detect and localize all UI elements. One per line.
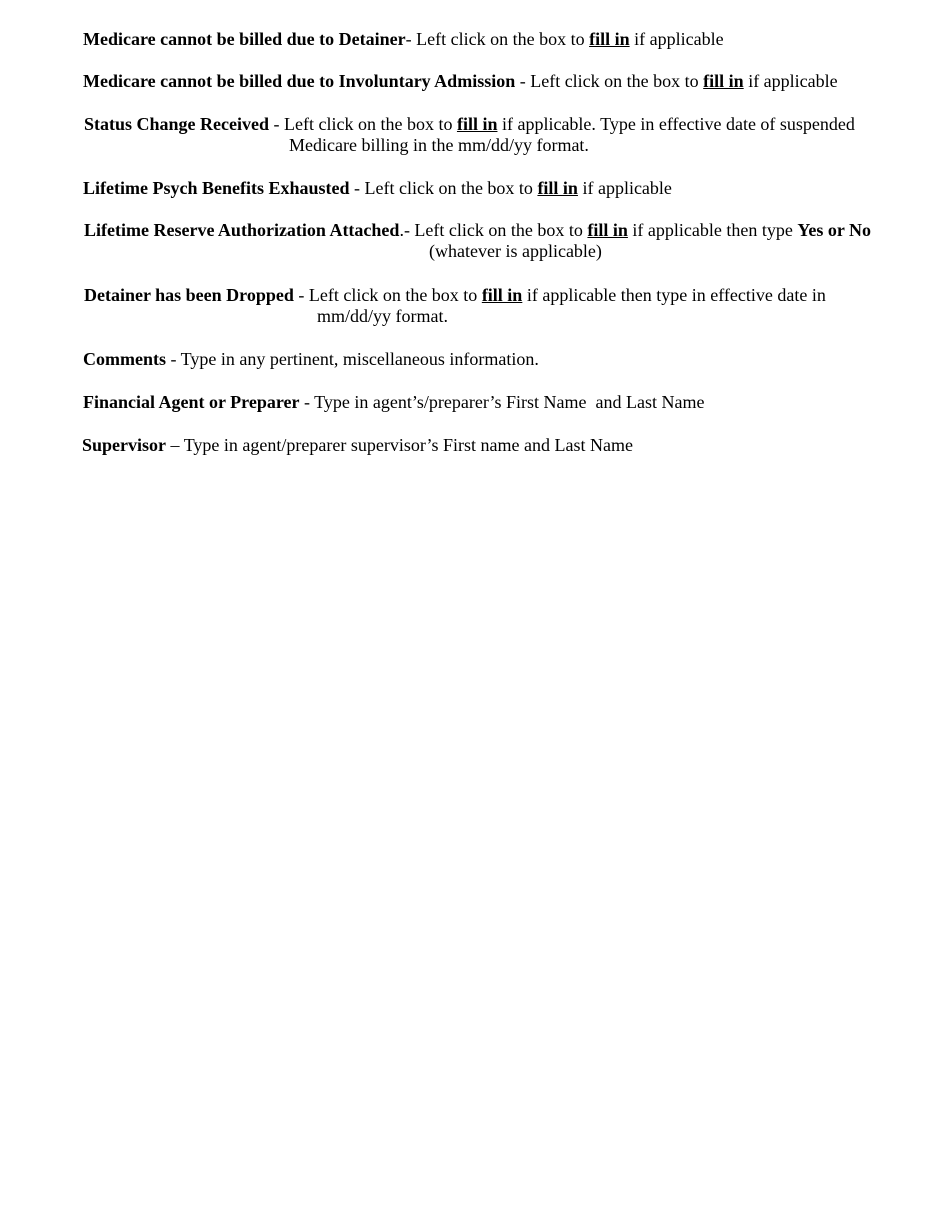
entry-status-change bbox=[84, 114, 855, 156]
entry-term: Lifetime Psych Benefits Exhausted bbox=[83, 178, 350, 198]
fill-in-emphasis: fill in bbox=[587, 220, 628, 240]
entry-desc: if applicable bbox=[577, 178, 672, 198]
entry-term: Detainer has been Dropped bbox=[84, 285, 294, 305]
entry-desc-continuation: mm/dd/yy format. bbox=[317, 306, 448, 326]
entry-term: Status Change Received bbox=[84, 114, 269, 134]
entry-desc-continuation: (whatever is applicable) bbox=[429, 241, 602, 261]
entry-financial-agent bbox=[83, 392, 704, 413]
entry-desc-continuation: Medicare billing in the mm/dd/yy format. bbox=[289, 135, 589, 155]
entry-desc: - Left click on the box to bbox=[515, 71, 704, 91]
fill-in-emphasis: fill in bbox=[589, 29, 630, 49]
entry-detainer-dropped bbox=[84, 285, 826, 327]
entry-desc: - Left click on the box to bbox=[269, 114, 457, 134]
entry-desc: - Type in any pertinent, miscellaneous information. bbox=[166, 349, 539, 369]
entry-medicare-detainer bbox=[83, 29, 724, 50]
fill-in-emphasis: fill in bbox=[456, 114, 498, 134]
entry-desc: if applicable bbox=[629, 29, 724, 49]
entry-supervisor bbox=[82, 435, 633, 456]
entry-desc: if applicable. Type in effective date of suspended bbox=[497, 114, 855, 134]
entry-term: Financial Agent or Preparer bbox=[83, 392, 300, 412]
entry-desc: if applicable bbox=[743, 71, 838, 91]
entry-term: Medicare cannot be billed due to Detainer bbox=[83, 29, 406, 49]
entry-medicare-involuntary bbox=[83, 71, 838, 92]
entry-term: Comments bbox=[83, 349, 166, 369]
entry-lifetime-psych bbox=[83, 178, 672, 199]
fill-in-emphasis: fill in bbox=[481, 285, 523, 305]
entry-desc: - Left click on the box to bbox=[293, 285, 482, 305]
entry-desc: if applicable then type bbox=[627, 220, 798, 240]
entry-desc: - Left click on the box to bbox=[405, 29, 590, 49]
entry-comments bbox=[83, 349, 539, 370]
fill-in-emphasis: fill in bbox=[537, 178, 578, 198]
fill-in-emphasis: fill in bbox=[703, 71, 744, 91]
entry-term: Lifetime Reserve Authorization Attached bbox=[84, 220, 400, 240]
entry-term: Medicare cannot be billed due to Involuntary Admission bbox=[83, 71, 516, 91]
entry-desc: – Type in agent/preparer supervisor’s First name and Last Name bbox=[166, 435, 633, 455]
entry-desc: if applicable then type in effective date in bbox=[522, 285, 826, 305]
yes-or-no-emphasis: Yes or No bbox=[797, 220, 872, 240]
entry-desc: .- Left click on the box to bbox=[399, 220, 588, 240]
entry-desc: - Type in agent’s/preparer’s First Name and Last Name bbox=[299, 392, 705, 412]
entry-term: Supervisor bbox=[82, 435, 167, 455]
entry-lifetime-reserve bbox=[84, 220, 871, 262]
entry-desc: - Left click on the box to bbox=[349, 178, 538, 198]
